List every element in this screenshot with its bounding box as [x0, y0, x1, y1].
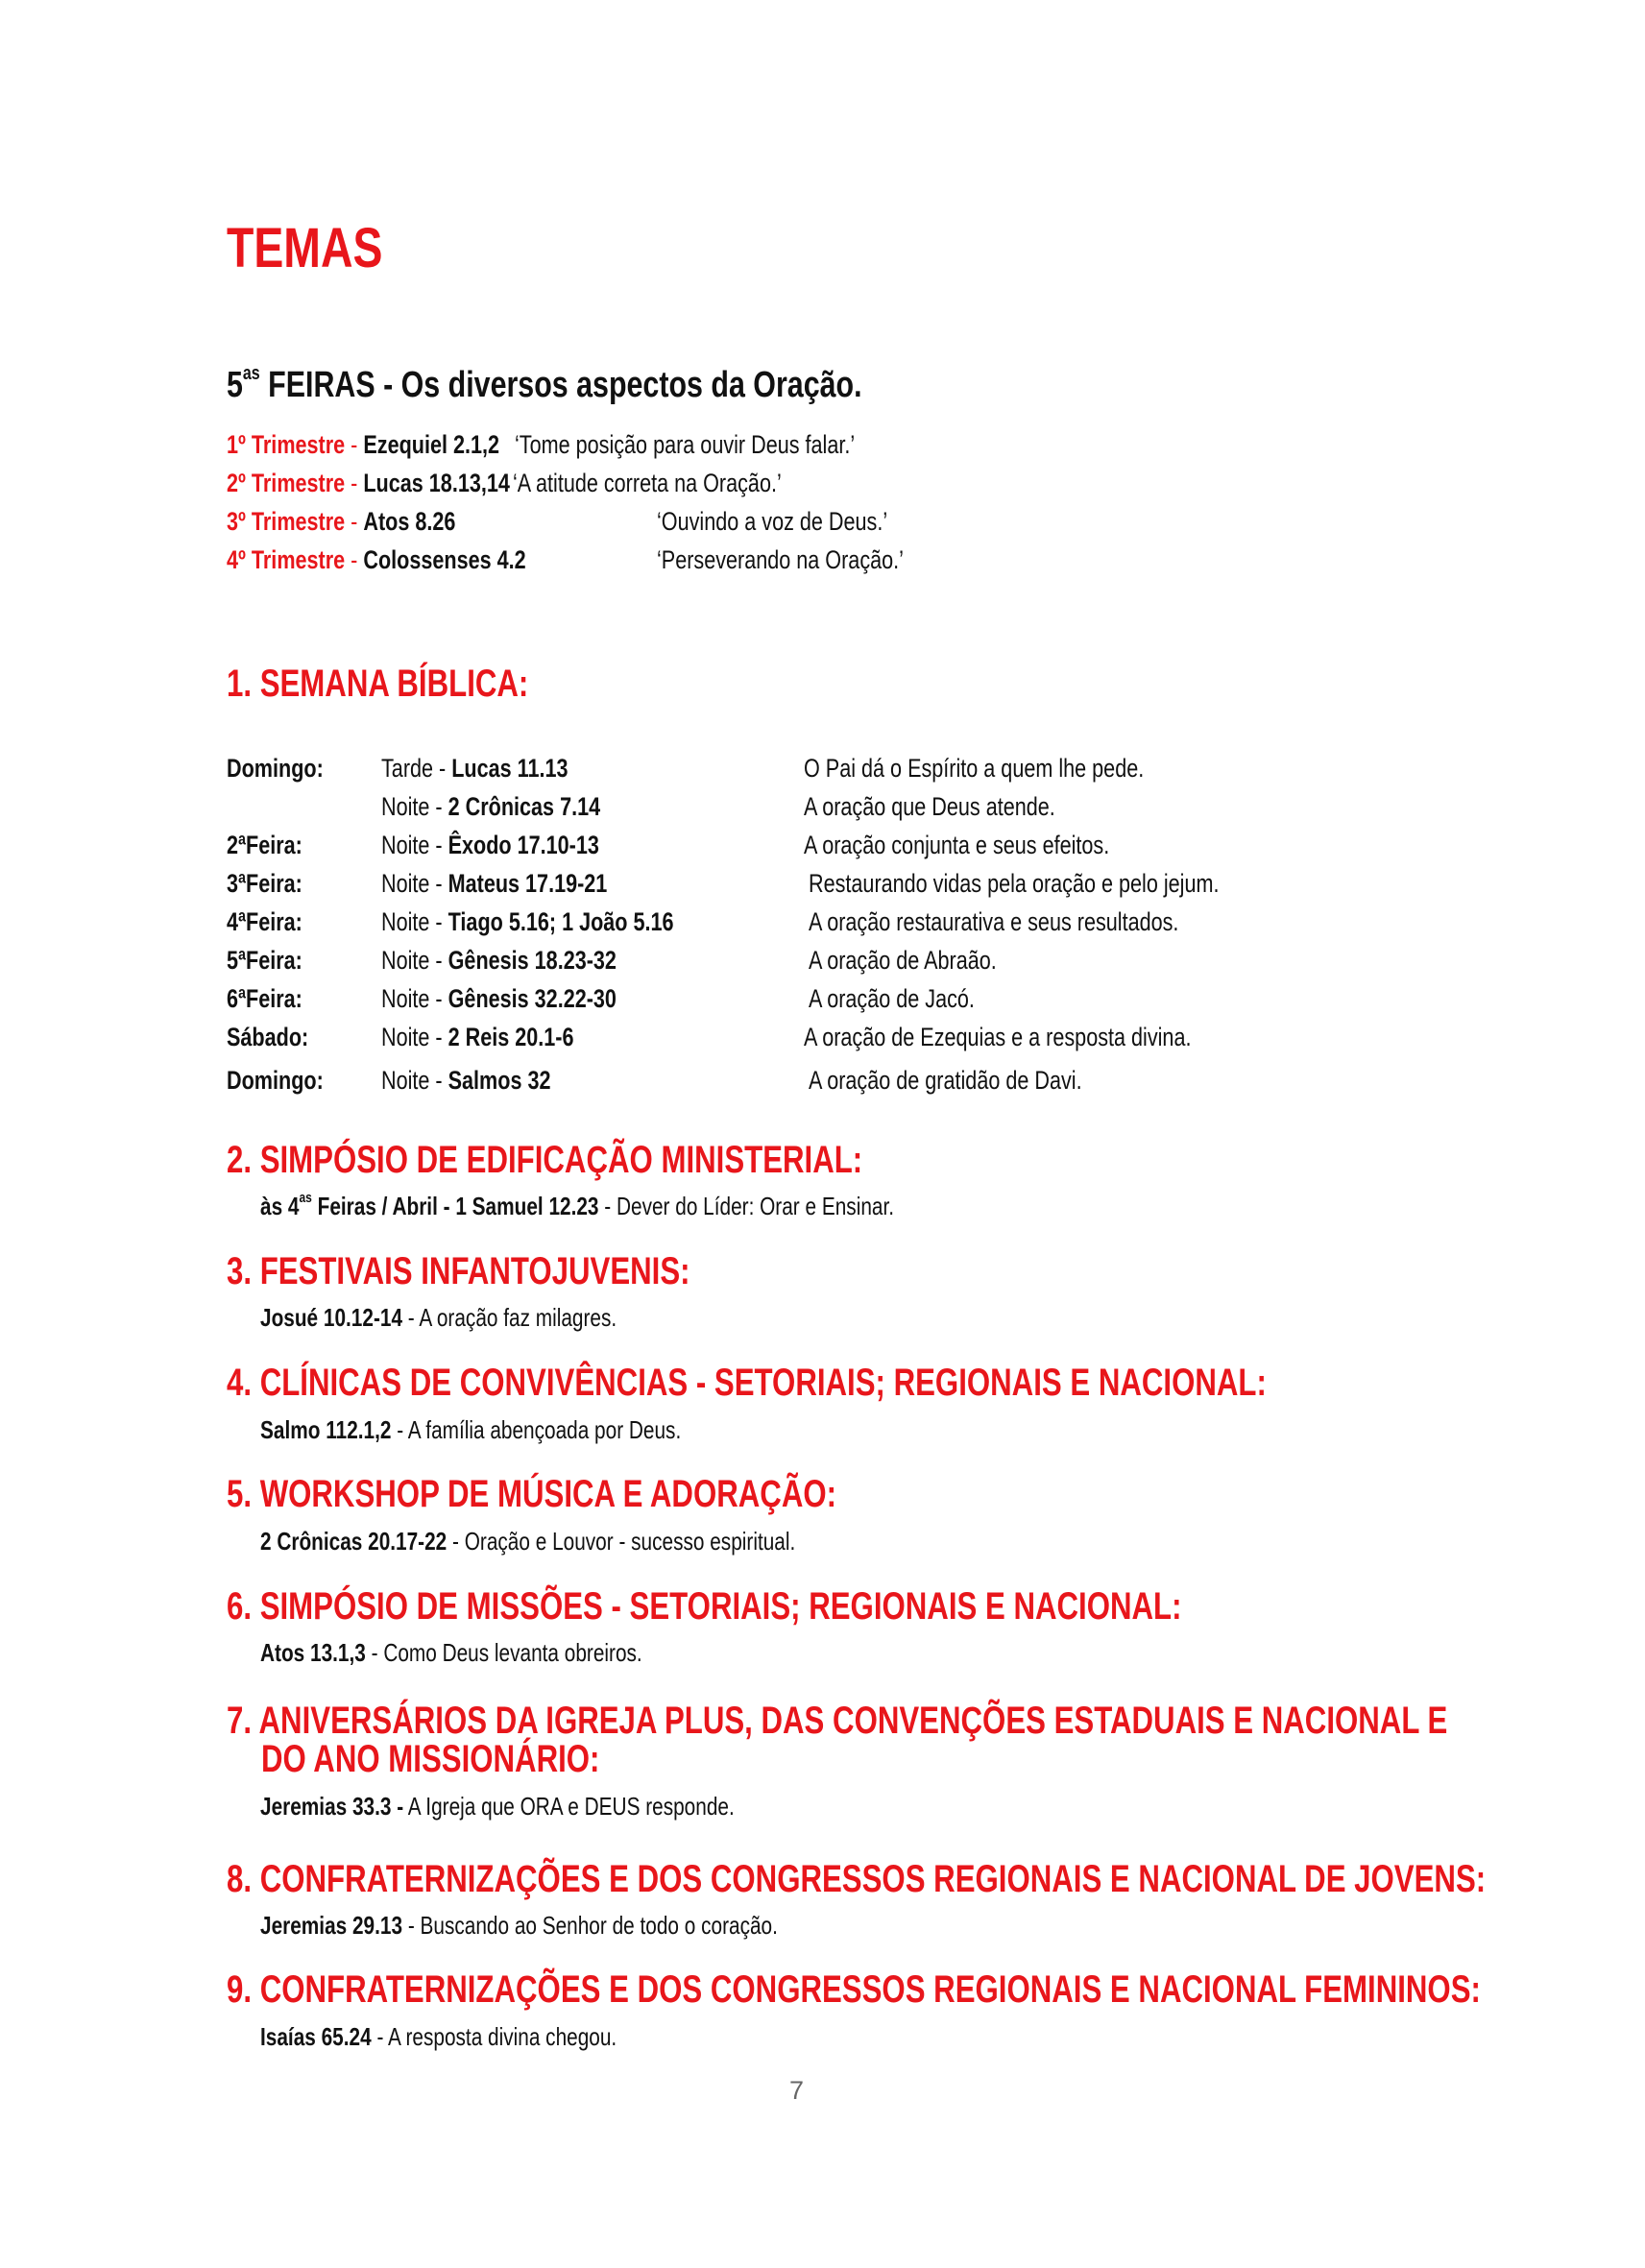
section-detail: Jeremias 33.3 - A Igreja que ORA e DEUS responde.	[260, 1792, 735, 1821]
section-detail: às $4^{as}$ Feiras / Abril - 1 Samuel 12.23 - Dever do Líder: Orar e Ensinar.	[260, 1190, 895, 1220]
section-title: 8. CONFRATERNIZAÇÕES E DOS CONGRESSOS REGIONAIS E NACIONAL DE JOVENS:	[227, 1858, 1487, 1900]
section-title: 5. WORKSHOP DE MÚSICA E ADORAÇÃO:	[227, 1473, 837, 1515]
schedule-row: 6ªFeira: Noite - Gênesis 32.22-30 A oração de Jacó.	[227, 984, 975, 1013]
section-title: 3. FESTIVAIS INFANTOJUVENIS:	[227, 1250, 690, 1292]
section-title: 2. SIMPÓSIO DE EDIFICAÇÃO MINISTERIAL:	[227, 1139, 863, 1181]
schedule-row: Domingo: Tarde - Lucas 11.13 O Pai dá o Espírito a quem lhe pede.	[227, 754, 1145, 783]
schedule-row: 2ªFeira: Noite - Êxodo 17.10-13 A oração conjunta e seus efeitos.	[227, 831, 1110, 859]
schedule-row: Sábado: Noite - 2 Reis 20.1-6 A oração de Ezequias e a resposta divina.	[227, 1023, 1192, 1051]
schedule-row: Noite - 2 Crônicas 7.14 A oração que Deus atende.	[381, 792, 1055, 821]
section-detail: Salmo 112.1,2 - A família abençoada por Deus.	[260, 1415, 682, 1444]
section-detail: Josué 10.12-14 - A oração faz milagres.	[260, 1303, 617, 1332]
section-subtitle: $5^{as}$ FEIRAS - Os diversos aspectos da Oração.	[227, 363, 862, 405]
page-number: 7	[789, 2076, 805, 2105]
section-title: 4. CLÍNICAS DE CONVIVÊNCIAS - SETORIAIS; REGIONAIS E NACIONAL:	[227, 1362, 1267, 1404]
schedule-row: Domingo: Noite - Salmos 32 A oração de gratidão de Davi.	[227, 1066, 1082, 1095]
section-title: 6. SIMPÓSIO DE MISSÕES - SETORIAIS; REGIONAIS E NACIONAL:	[227, 1585, 1182, 1628]
section-detail: Atos 13.1,3 - Como Deus levanta obreiros.	[260, 1638, 642, 1667]
page-title: TEMAS	[227, 217, 383, 279]
section-detail: Jeremias 29.13 - Buscando ao Senhor de todo o coração.	[260, 1911, 778, 1940]
schedule-row: 3ªFeira: Noite - Mateus 17.19-21 Restaurando vidas pela oração e pelo jejum.	[227, 869, 1220, 898]
schedule-row: 5ªFeira: Noite - Gênesis 18.23-32 A oração de Abraão.	[227, 946, 997, 975]
schedule-row: 4ªFeira: Noite - Tiago 5.16; 1 João 5.16 A oração restaurativa e seus resultados.	[227, 907, 1179, 936]
section-title: 7. ANIVERSÁRIOS DA IGREJA PLUS, DAS CONVENÇÕES ESTADUAIS E NACIONAL E	[227, 1700, 1448, 1742]
section-detail: 2 Crônicas 20.17-22 - Oração e Louvor - sucesso espiritual.	[260, 1527, 796, 1556]
section-title-continued: DO ANO MISSIONÁRIO:	[261, 1738, 600, 1780]
section-title-semana-biblica: 1. SEMANA BÍBLICA:	[227, 663, 529, 705]
section-detail: Isaías 65.24 - A resposta divina chegou.	[260, 2022, 617, 2051]
section-title: 9. CONFRATERNIZAÇÕES E DOS CONGRESSOS REGIONAIS E NACIONAL FEMININOS:	[227, 1968, 1481, 2011]
